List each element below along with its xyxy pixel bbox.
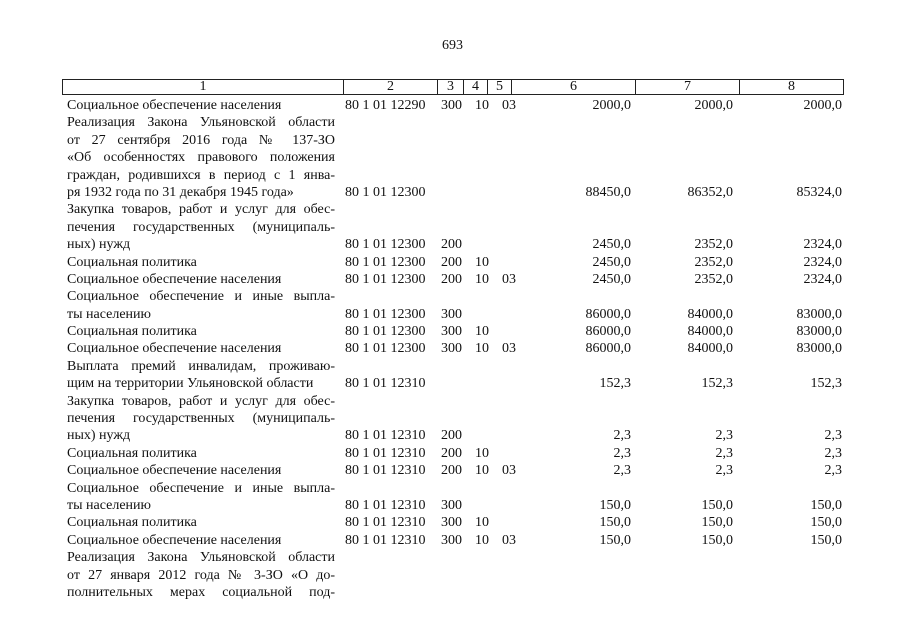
row-name: ты населению [67, 497, 151, 513]
row-value-col6: 2000,0 [592, 98, 631, 113]
table-row [0, 149, 905, 166]
table-row [0, 567, 905, 584]
row-name: Социальное обеспечение населения [67, 271, 282, 287]
row-code: 80 1 01 12300 [345, 306, 426, 322]
row-code: 80 1 01 12300 [345, 237, 426, 253]
row-code: 80 1 01 12310 [345, 497, 426, 513]
row-value-col8: 152,3 [810, 376, 842, 392]
row-vr: 300 [441, 515, 462, 531]
row-name: от 27 сентября 2016 года № 137-ЗО [67, 132, 335, 148]
row-value-col6: 86000,0 [585, 306, 631, 322]
table-header [62, 79, 844, 95]
table-row [0, 462, 905, 479]
row-rz: 10 [475, 254, 489, 270]
row-pr: 03 [502, 463, 516, 479]
row-name: ря 1932 года по 31 декабря 1945 года» [67, 184, 294, 200]
row-name: Социальное обеспечение населения [67, 532, 282, 548]
row-vr: 200 [441, 254, 462, 270]
row-rz: 10 [475, 324, 489, 340]
row-name: «Об особенностях правового положения [67, 150, 335, 166]
row-code: 80 1 01 12300 [345, 254, 426, 270]
row-value-col7: 150,0 [701, 515, 733, 531]
row-code: 80 1 01 12310 [345, 428, 426, 444]
row-value-col6: 2450,0 [592, 237, 631, 253]
row-pr: 03 [502, 341, 516, 357]
row-value-col7: 2000,0 [694, 98, 733, 113]
row-vr: 300 [441, 532, 462, 548]
row-value-col7: 2,3 [715, 428, 733, 444]
row-value-col6: 150,0 [599, 515, 631, 531]
table-row [0, 271, 905, 288]
table-row [0, 167, 905, 184]
row-value-col8: 2,3 [824, 428, 842, 444]
row-name: граждан, родившихся в период с 1 янва- [67, 167, 335, 183]
row-value-col8: 2324,0 [803, 254, 842, 270]
table-body [0, 97, 905, 601]
table-row [0, 480, 905, 497]
row-name: Социальное обеспечение и иные выпла- [67, 289, 335, 305]
row-value-col8: 150,0 [810, 532, 842, 548]
row-name: Выплата премий инвалидам, проживаю- [67, 358, 335, 374]
row-name: ных) нужд [67, 428, 131, 444]
row-vr: 200 [441, 271, 462, 287]
row-value-col7: 2352,0 [694, 237, 733, 253]
row-value-col6: 152,3 [599, 376, 631, 392]
row-value-col7: 86352,0 [687, 184, 733, 200]
row-name: Закупка товаров, работ и услуг для обес- [67, 202, 335, 218]
header-col-2: 2 [343, 80, 437, 94]
row-name: печения государственных (муниципаль- [67, 411, 335, 427]
table-row [0, 254, 905, 271]
row-name: Социальная политика [67, 445, 197, 461]
row-vr: 200 [441, 237, 462, 253]
row-value-col6: 150,0 [599, 532, 631, 548]
row-name: Реализация Закона Ульяновской области [67, 550, 335, 566]
row-value-col8: 2324,0 [803, 237, 842, 253]
table-row [0, 584, 905, 601]
table-row [0, 219, 905, 236]
row-code: 80 1 01 12300 [345, 271, 426, 287]
row-vr: 200 [441, 463, 462, 479]
row-value-col7: 152,3 [701, 376, 733, 392]
table-row [0, 497, 905, 514]
header-col-5: 5 [487, 80, 511, 94]
row-name: Социальная политика [67, 254, 197, 270]
row-value-col6: 2,3 [613, 445, 631, 461]
row-value-col7: 2352,0 [694, 271, 733, 287]
row-value-col7: 150,0 [701, 497, 733, 513]
row-value-col7: 84000,0 [687, 341, 733, 357]
page-number: 693 [442, 38, 463, 53]
row-value-col8: 83000,0 [796, 341, 842, 357]
header-col-7: 7 [635, 80, 739, 94]
row-pr: 03 [502, 532, 516, 548]
row-name: ных) нужд [67, 237, 131, 253]
table-row [0, 114, 905, 131]
row-value-col8: 150,0 [810, 497, 842, 513]
row-name: Закупка товаров, работ и услуг для обес- [67, 393, 335, 409]
table-row [0, 97, 905, 114]
row-value-col6: 2,3 [613, 428, 631, 444]
row-value-col8: 2000,0 [803, 98, 842, 113]
header-col-8: 8 [739, 80, 843, 94]
table-row [0, 323, 905, 340]
row-name: Социальное обеспечение населения [67, 98, 282, 113]
row-rz: 10 [475, 341, 489, 357]
row-rz: 10 [475, 515, 489, 531]
row-rz: 10 [475, 271, 489, 287]
table-row [0, 358, 905, 375]
row-code: 80 1 01 12310 [345, 463, 426, 479]
row-rz: 10 [475, 98, 489, 113]
row-value-col8: 2,3 [824, 445, 842, 461]
table-row [0, 236, 905, 253]
table-row [0, 306, 905, 323]
row-value-col7: 2,3 [715, 463, 733, 479]
row-rz: 10 [475, 532, 489, 548]
row-value-col6: 2450,0 [592, 254, 631, 270]
row-value-col8: 83000,0 [796, 306, 842, 322]
row-name: Социальное обеспечение населения [67, 341, 282, 357]
row-code: 80 1 01 12300 [345, 341, 426, 357]
row-value-col8: 83000,0 [796, 324, 842, 340]
table-row [0, 340, 905, 357]
row-value-col7: 84000,0 [687, 306, 733, 322]
row-value-col6: 150,0 [599, 497, 631, 513]
row-name: полнительных мерах социальной под- [67, 584, 335, 600]
table-row [0, 132, 905, 149]
row-code: 80 1 01 12310 [345, 445, 426, 461]
row-name: Социальное обеспечение и иные выпла- [67, 480, 335, 496]
row-name: щим на территории Ульяновской области [67, 376, 314, 392]
row-value-col6: 2,3 [613, 463, 631, 479]
row-vr: 300 [441, 341, 462, 357]
table-row [0, 393, 905, 410]
row-value-col7: 2352,0 [694, 254, 733, 270]
row-pr: 03 [502, 98, 516, 113]
table-row [0, 288, 905, 305]
table-row [0, 549, 905, 566]
header-col-6: 6 [511, 80, 635, 94]
row-name: Социальная политика [67, 324, 197, 340]
row-value-col7: 2,3 [715, 445, 733, 461]
row-pr: 03 [502, 271, 516, 287]
row-value-col7: 84000,0 [687, 324, 733, 340]
row-code: 80 1 01 12300 [345, 324, 426, 340]
row-code: 80 1 01 12300 [345, 184, 426, 200]
header-col-1: 1 [199, 79, 207, 94]
table-row [0, 427, 905, 444]
row-code: 80 1 01 12290 [345, 98, 426, 113]
table-row [0, 375, 905, 392]
row-name: от 27 января 2012 года № 3-ЗО «О до- [67, 567, 335, 583]
row-vr: 300 [441, 98, 462, 113]
row-name: Социальное обеспечение населения [67, 463, 282, 479]
row-vr: 300 [441, 497, 462, 513]
row-value-col8: 85324,0 [796, 184, 842, 200]
row-value-col6: 86000,0 [585, 341, 631, 357]
row-value-col6: 2450,0 [592, 271, 631, 287]
row-vr: 200 [441, 428, 462, 444]
row-name: печения государственных (муниципаль- [67, 219, 335, 235]
row-value-col8: 2,3 [824, 463, 842, 479]
table-row [0, 184, 905, 201]
row-value-col7: 150,0 [701, 532, 733, 548]
row-value-col8: 2324,0 [803, 271, 842, 287]
row-code: 80 1 01 12310 [345, 515, 426, 531]
row-value-col6: 88450,0 [585, 184, 631, 200]
header-col-4: 4 [463, 80, 487, 94]
row-value-col8: 150,0 [810, 515, 842, 531]
header-col-3: 3 [437, 80, 463, 94]
table-row [0, 410, 905, 427]
table-row [0, 201, 905, 218]
row-code: 80 1 01 12310 [345, 532, 426, 548]
table-row [0, 532, 905, 549]
table-row [0, 445, 905, 462]
row-vr: 300 [441, 306, 462, 322]
row-value-col6: 86000,0 [585, 324, 631, 340]
row-code: 80 1 01 12310 [345, 376, 426, 392]
row-name: ты населению [67, 306, 151, 322]
row-vr: 200 [441, 445, 462, 461]
row-rz: 10 [475, 463, 489, 479]
table-row [0, 514, 905, 531]
row-rz: 10 [475, 445, 489, 461]
row-vr: 300 [441, 324, 462, 340]
row-name: Реализация Закона Ульяновской области [67, 115, 335, 131]
row-name: Социальная политика [67, 515, 197, 531]
